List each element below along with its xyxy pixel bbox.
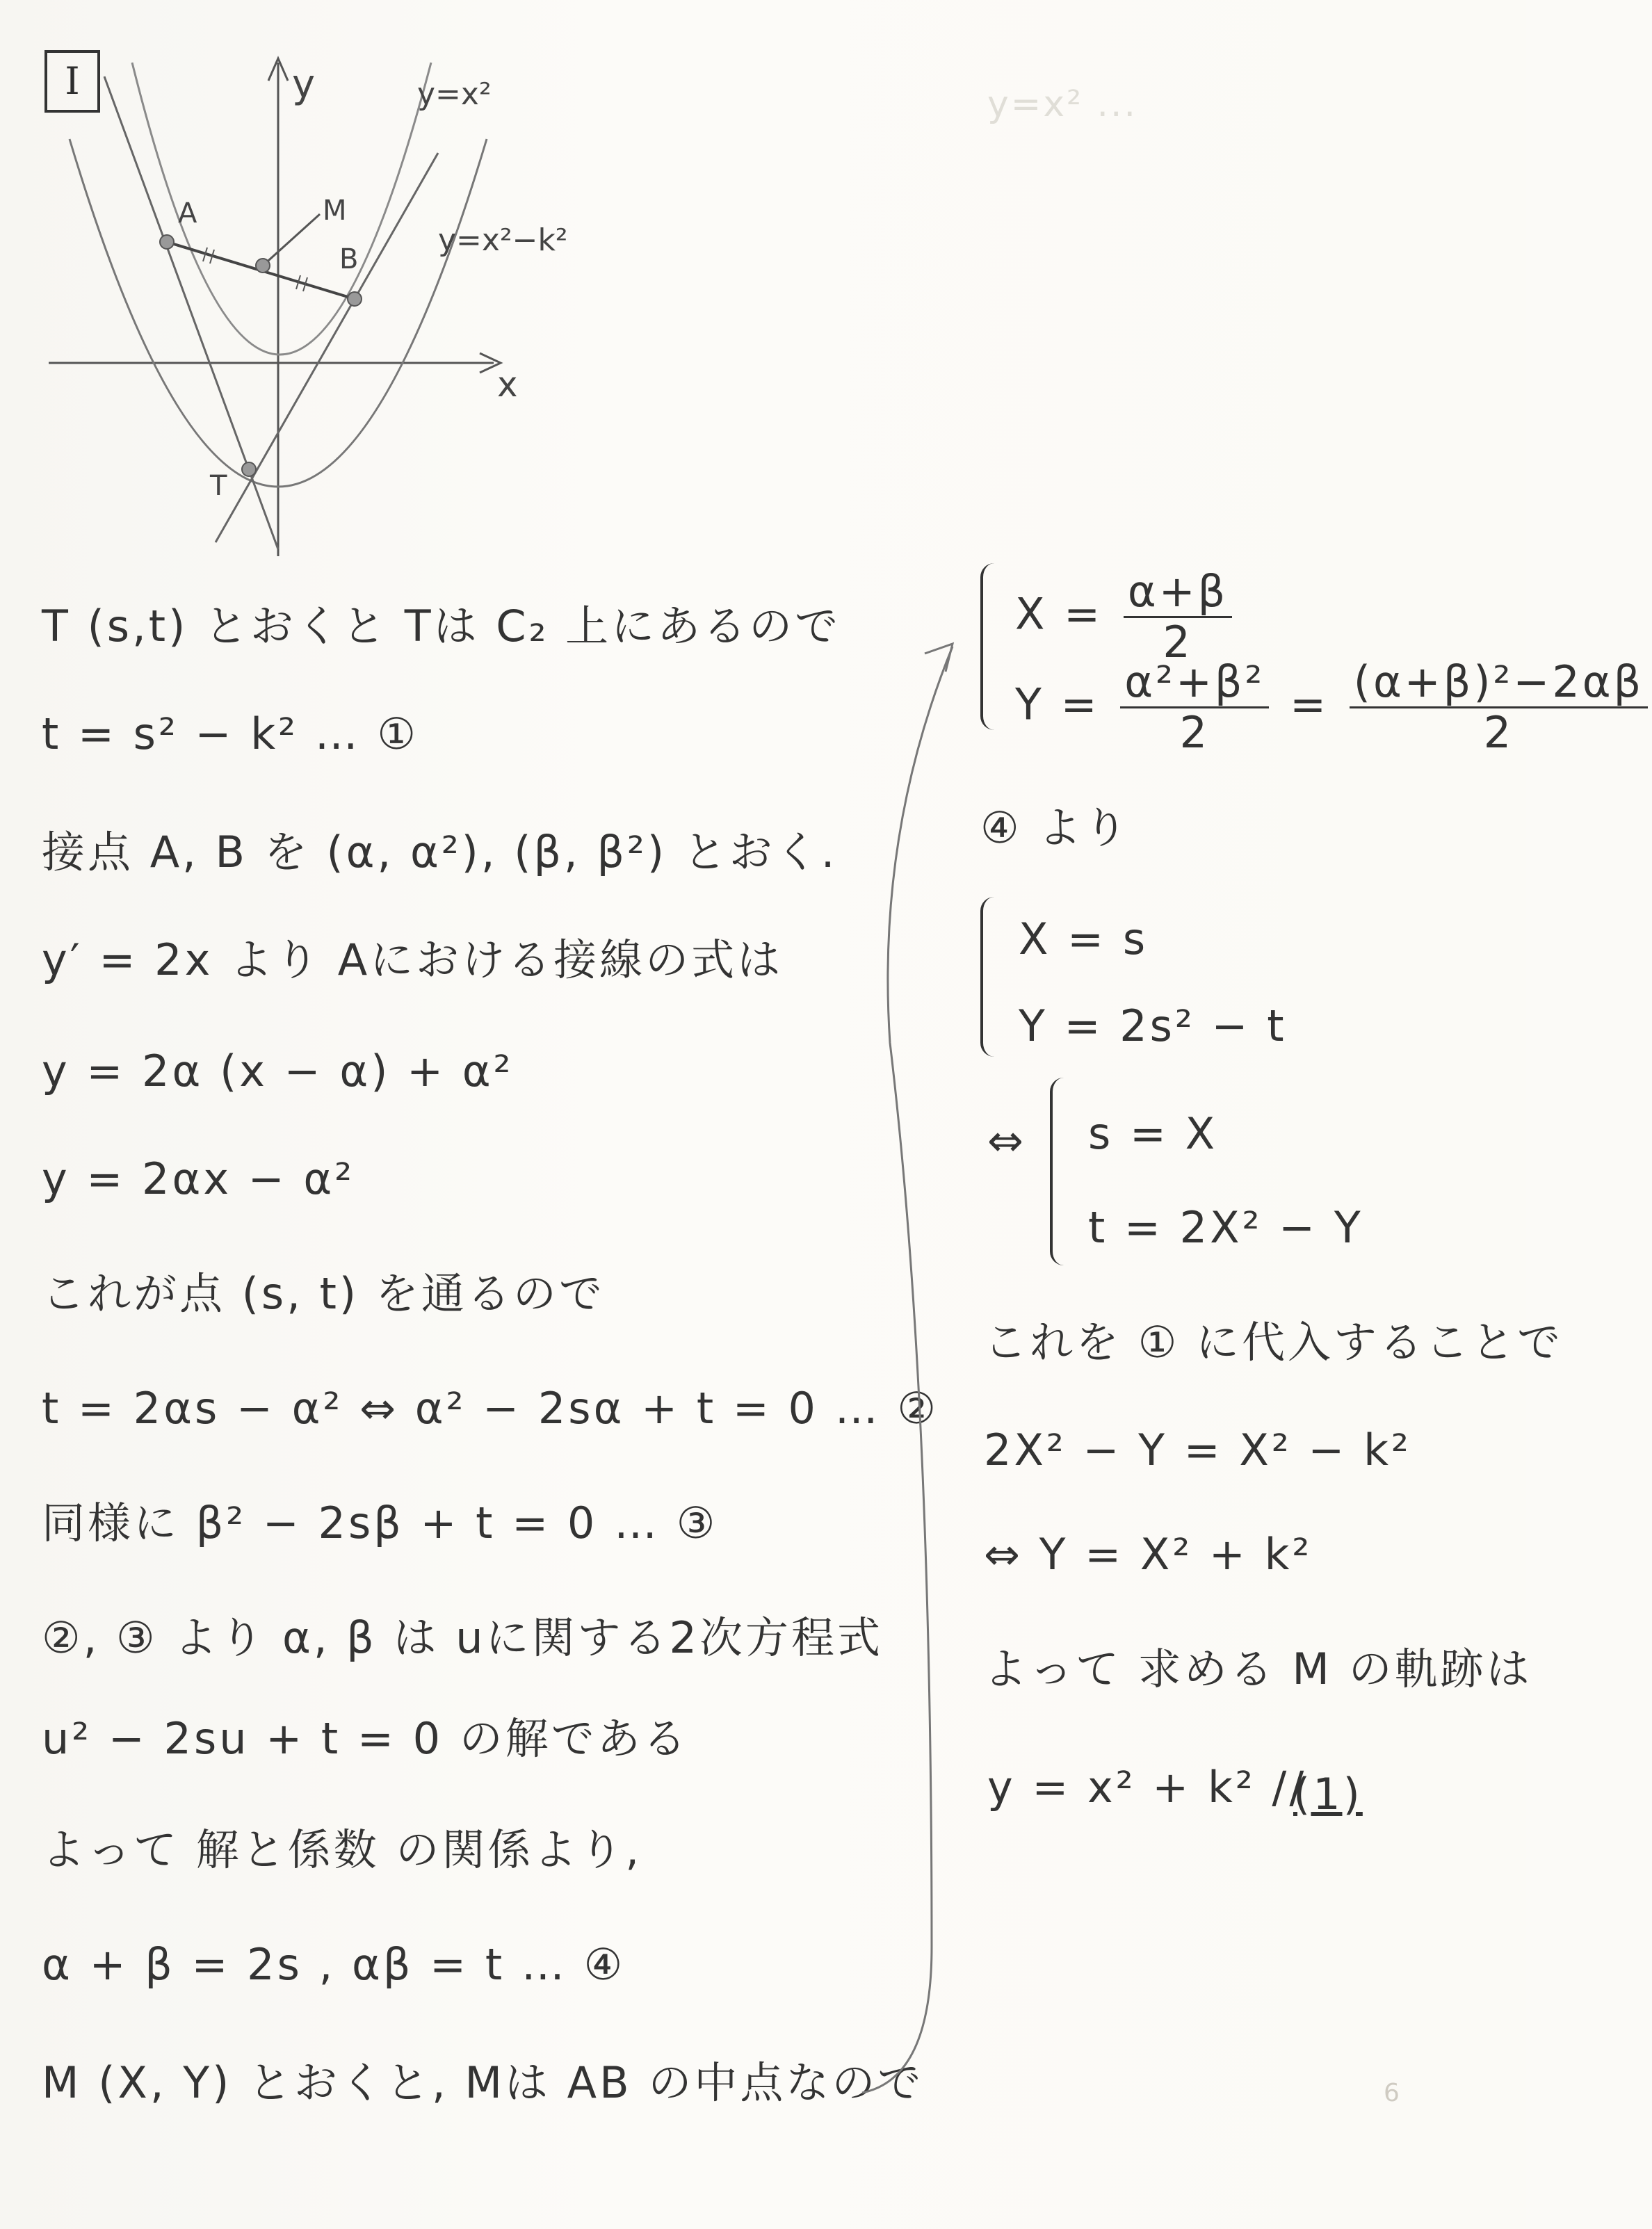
sys1-y-den: 2 [1179, 707, 1210, 758]
equation-1: 2X² − Y = X² − k² [984, 1425, 1411, 1475]
page-mark: 6 [1384, 2079, 1402, 2107]
system-brace-1 [980, 563, 997, 730]
point-t-dot [242, 462, 256, 476]
system-brace-2 [980, 897, 997, 1057]
sys1-x-lhs: X = [1015, 588, 1103, 640]
left-line-5: y = 2α (x − α) + α² [42, 1046, 514, 1096]
left-line-10: ②, ③ より α, β は uに関する2次方程式 [42, 1612, 884, 1663]
point-m-dot [256, 259, 270, 273]
equation-2: ⇔ Y = X² + k² [984, 1529, 1313, 1580]
curve-label-1: y=x² [417, 76, 492, 112]
sys1-y-num: α²+β² [1120, 660, 1269, 708]
left-line-8: t = 2αs − α² ⇔ α² − 2sα + t = 0 … ② [42, 1383, 939, 1434]
left-line-7: これが点 (s, t) を通るので [42, 1268, 605, 1319]
point-a-label: A [178, 197, 197, 229]
bleed-through: y=x² ... [987, 83, 1138, 125]
sys1-x-den: 2 [1163, 617, 1193, 667]
iff-symbol: ⇔ [987, 1115, 1026, 1166]
left-line-12: よって 解と係数 の関係より, [42, 1824, 642, 1875]
conclusion-text: よって 求める M の軌跡は [984, 1644, 1532, 1694]
answer-tag: (1) [1293, 1769, 1363, 1819]
sys1-y-frac2 [1350, 656, 1648, 758]
sys2-line-1: X = s [1019, 914, 1149, 964]
left-line-2: t = s² − k² … ① [42, 708, 419, 759]
x-axis-label: x [497, 364, 518, 405]
final-answer: y = x² + k² // [987, 1762, 1307, 1813]
curve-label-2: y=x²−k² [438, 222, 568, 258]
parabola-diagram [42, 49, 568, 577]
point-b-label: B [339, 243, 359, 275]
left-line-14: M (X, Y) とおくと, Mは AB の中点なので [42, 2057, 924, 2108]
sys1-y-num2: (α+β)²−2αβ [1350, 660, 1648, 708]
substitute-text: これを ① に代入することで [984, 1317, 1563, 1368]
section-label: I [44, 50, 100, 113]
left-line-9: 同様に β² − 2sβ + t = 0 … ③ [42, 1498, 718, 1548]
left-line-4: y′ = 2x より Aにおける接線の式は [42, 934, 784, 985]
curve-y-x2 [132, 63, 431, 355]
sys1-y-eq-sign: = [1290, 679, 1329, 730]
left-line-3: 接点 A, B を (α, α²), (β, β²) とおく. [42, 827, 838, 877]
sys2-line-2: Y = 2s² − t [1019, 1000, 1287, 1051]
sys1-y-lhs: Y = [1015, 679, 1100, 730]
point-a-dot [160, 235, 174, 249]
from-4: ④ より [980, 802, 1131, 853]
sys1-x-num: α+β [1124, 570, 1232, 618]
system-brace-3 [1050, 1078, 1067, 1265]
sys1-y-den2: 2 [1483, 707, 1514, 758]
point-b-dot [348, 292, 362, 306]
point-t-label: T [210, 470, 227, 502]
sys1-y-frac1 [1120, 656, 1269, 758]
left-line-1: T (s,t) とおくと Tは C₂ 上にあるので [42, 601, 841, 651]
sys1-x-eq [1015, 566, 1236, 667]
sys3-line-2: t = 2X² − Y [1088, 1202, 1363, 1253]
sys1-y-eq [1015, 656, 1652, 758]
left-line-6: y = 2αx − α² [42, 1153, 355, 1204]
y-axis-label: y [292, 62, 316, 107]
continuation-arrow [848, 626, 966, 2114]
m-pointer [263, 214, 320, 266]
left-line-13: α + β = 2s , αβ = t … ④ [42, 1939, 626, 1990]
sys1-x-frac [1124, 566, 1232, 667]
point-m-label: M [323, 195, 347, 227]
sys3-line-1: s = X [1088, 1108, 1218, 1159]
left-line-11: u² − 2su + t = 0 の解である [42, 1713, 689, 1764]
